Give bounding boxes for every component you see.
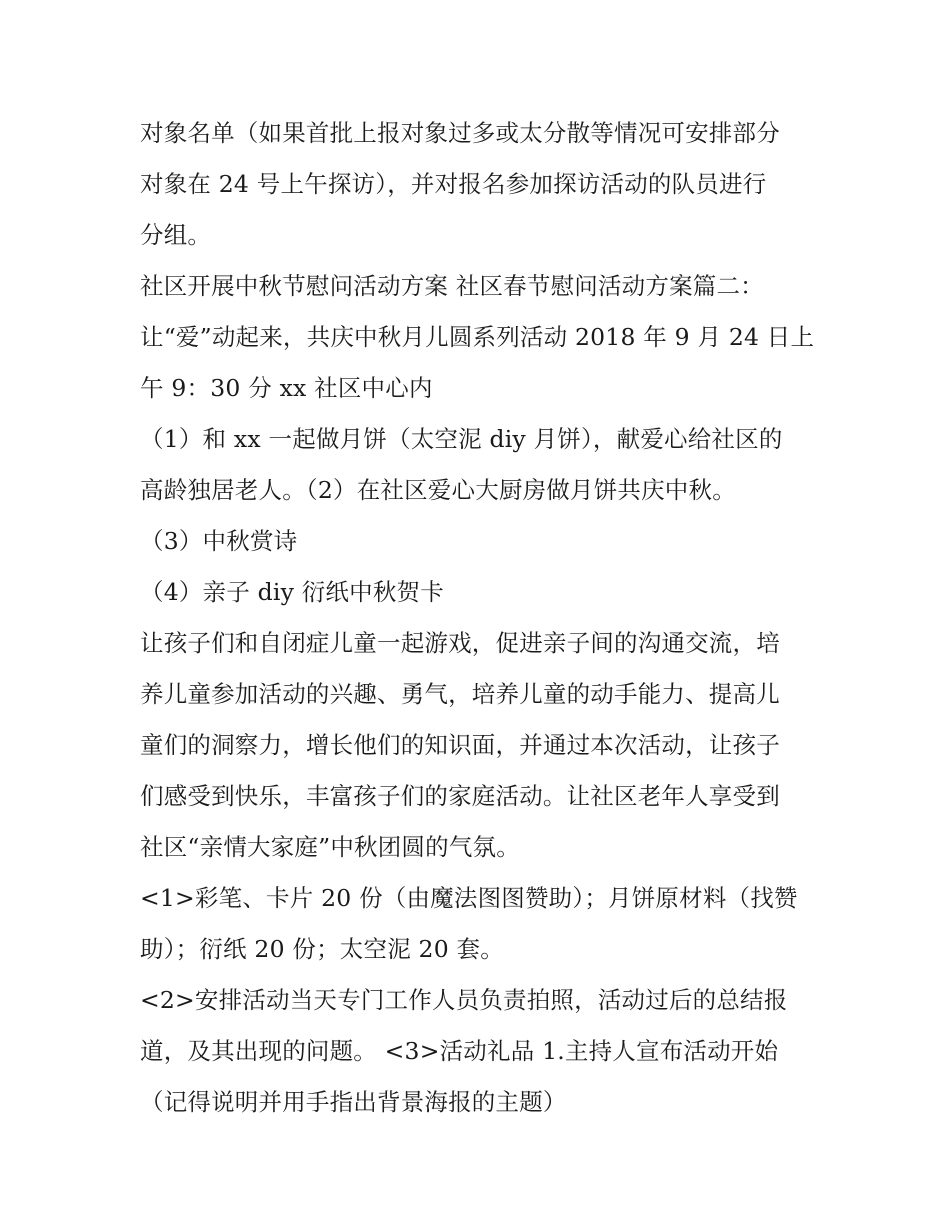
text-line: <1>彩笔、卡片 20 份（由魔法图图赞助）；月饼原材料（找赞 xyxy=(140,884,798,912)
text-line: 助）；衍纸 20 份；太空泥 20 套。 xyxy=(140,935,504,963)
text-line: 分组。 xyxy=(140,221,212,249)
document-body xyxy=(140,108,820,1128)
text-line: 让孩子们和自闭症儿童一起游戏，促进亲子间的沟通交流，培 xyxy=(140,629,780,657)
text-line: 们感受到快乐，丰富孩子们的家庭活动。让社区老年人享受到 xyxy=(140,782,780,810)
text-line: （3）中秋赏诗 xyxy=(140,527,298,555)
text-line: 让“爱”动起来，共庆中秋月儿圆系列活动 2018 年 9 月 24 日上 xyxy=(140,323,815,351)
text-line: <2>安排活动当天专门工作人员负责拍照，活动过后的总结报 xyxy=(140,986,788,1014)
text-line: 社区开展中秋节慰问活动方案 社区春节慰问活动方案篇二： xyxy=(140,272,764,300)
text-line: 高龄独居老人。（2）在社区爱心大厨房做月饼共庆中秋。 xyxy=(140,476,736,504)
text-line: （1）和 xx 一起做月饼（太空泥 diy 月饼），献爱心给社区的 xyxy=(140,425,783,453)
text-line: 午 9：30 分 xx 社区中心内 xyxy=(140,374,433,402)
text-line: 童们的洞察力，增长他们的知识面，并通过本次活动，让孩子 xyxy=(140,731,780,759)
text-line: （4）亲子 diy 衍纸中秋贺卡 xyxy=(140,578,444,606)
text-line: 养儿童参加活动的兴趣、勇气，培养儿童的动手能力、提高儿 xyxy=(140,680,780,708)
text-line: 道，及其出现的问题。 <3>活动礼品 1.主持人宣布活动开始 xyxy=(140,1037,779,1065)
text-line: 对象名单（如果首批上报对象过多或太分散等情况可安排部分 xyxy=(140,119,780,147)
text-line: （记得说明并用手指出背景海报的主题） xyxy=(140,1088,567,1116)
text-line: 社区“亲情大家庭”中秋团圆的气氛。 xyxy=(140,833,520,861)
text-line: 对象在 24 号上午探访），并对报名参加探访活动的队员进行 xyxy=(140,170,767,198)
